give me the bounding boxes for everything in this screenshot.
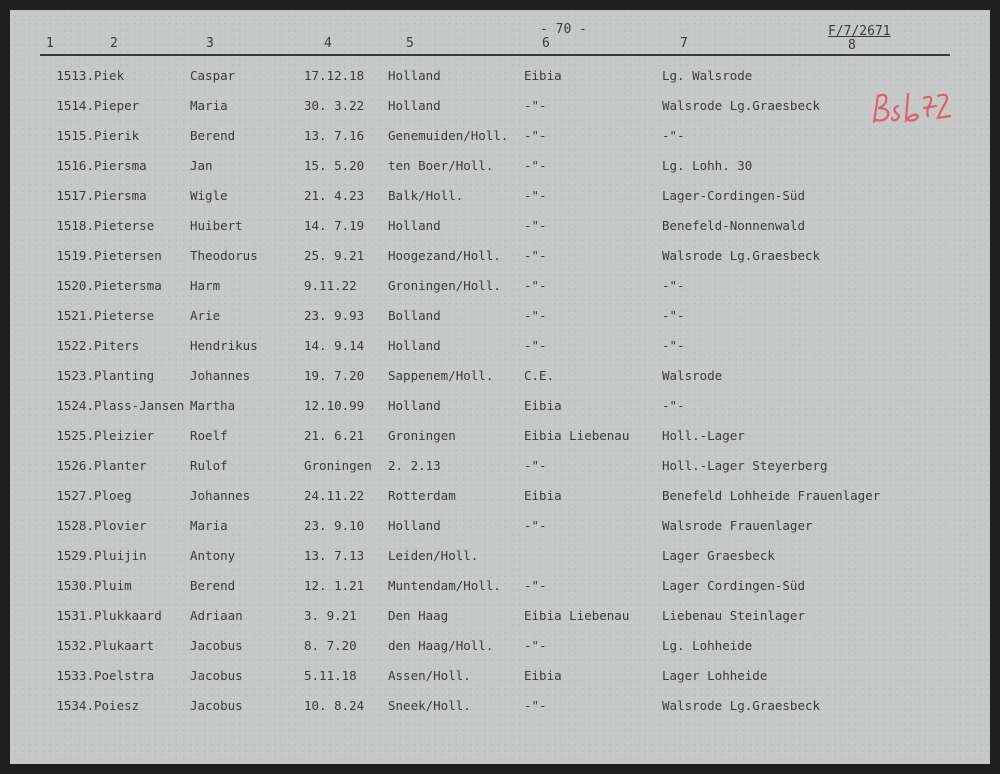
document-reference: F/7/2671 [828,24,891,39]
table-row [10,690,990,720]
first-name: Berend [190,128,236,143]
birth-place: Holland [388,338,441,353]
column-6-entry: -"- [524,698,547,713]
birth-date: 9.11.22 [304,278,357,293]
column-6-entry: Eibia [524,68,562,83]
birth-place: Leiden/Holl. [388,548,479,563]
first-name: Rulof [190,458,228,473]
table-row [10,180,990,210]
surname: Pluijin [94,548,147,563]
birth-date: 8. 7.20 [304,638,357,653]
birth-place: Sneek/Holl. [388,698,471,713]
surname: Pleizier [94,428,155,443]
entry-number: 1520. [56,278,94,293]
birth-place: ten Boer/Holl. [388,158,494,173]
column-6-entry: -"- [524,338,547,353]
birth-date: 14. 9.14 [304,338,365,353]
column-6-entry: Eibia Liebenau [524,428,630,443]
column-header-2: 2 [110,36,118,51]
first-name: Theodorus [190,248,258,263]
camp-location: Walsrode Frauenlager [662,518,813,533]
table-row [10,630,990,660]
surname: Poelstra [94,668,155,683]
table-row [10,510,990,540]
table-row [10,330,990,360]
entry-number: 1530. [56,578,94,593]
birth-date: 5.11.18 [304,668,357,683]
camp-location: Benefeld Lohheide Frauenlager [662,488,881,503]
entry-number: 1522. [56,338,94,353]
entry-number: 1527. [56,488,94,503]
first-name: Hendrikus [190,338,258,353]
camp-location: Walsrode Lg.Graesbeck [662,698,821,713]
birth-date: 23. 9.93 [304,308,365,323]
camp-location: Walsrode [662,368,723,383]
surname: Pietersen [94,248,162,263]
surname: Planter [94,458,147,473]
table-row [10,600,990,630]
birth-date: 3. 9.21 [304,608,357,623]
camp-location: -"- [662,278,685,293]
birth-place: Bolland [388,308,441,323]
column-6-entry: -"- [524,638,547,653]
column-6-entry: Eibia [524,488,562,503]
entry-number: 1531. [56,608,94,623]
entry-number: 1528. [56,518,94,533]
birth-date: 13. 7.13 [304,548,365,563]
first-name: Antony [190,548,236,563]
surname: Pieper [94,98,140,113]
column-header-7: 7 [680,36,688,51]
birth-place: Holland [388,68,441,83]
column-header-8: 8 [848,38,856,53]
first-name: Wigle [190,188,228,203]
column-6-entry: -"- [524,248,547,263]
camp-location: Lager-Cordingen-Süd [662,188,805,203]
entry-number: 1533. [56,668,94,683]
surname: Ploeg [94,488,132,503]
birth-date: 10. 8.24 [304,698,365,713]
first-name: Huibert [190,218,243,233]
first-name: Adriaan [190,608,243,623]
table-row [10,300,990,330]
entry-number: 1524. [56,398,94,413]
entry-number: 1529. [56,548,94,563]
birth-date: 13. 7.16 [304,128,365,143]
birth-date: 19. 7.20 [304,368,365,383]
birth-date: 17.12.18 [304,68,365,83]
birth-place: Hoogezand/Holl. [388,248,501,263]
birth-date: 21. 6.21 [304,428,365,443]
birth-place: Muntendam/Holl. [388,578,501,593]
birth-date: 21. 4.23 [304,188,365,203]
first-name: Jacobus [190,698,243,713]
first-name: Maria [190,518,228,533]
entry-number: 1532. [56,638,94,653]
entry-number: 1526. [56,458,94,473]
surname: Piersma [94,188,147,203]
first-name: Johannes [190,368,251,383]
surname: Pietersma [94,278,162,293]
birth-date: 24.11.22 [304,488,365,503]
birth-place: Groningen/Holl. [388,278,501,293]
birth-place: Assen/Holl. [388,668,471,683]
birth-date: 14. 7.19 [304,218,365,233]
camp-location: Lg. Lohheide [662,638,753,653]
first-name: Maria [190,98,228,113]
birth-place: Den Haag [388,608,449,623]
entry-number: 1525. [56,428,94,443]
column-6-entry: -"- [524,158,547,173]
birth-place: Holland [388,218,441,233]
table-row [10,360,990,390]
camp-location: Lager Lohheide [662,668,768,683]
header-rule [40,54,950,56]
birth-date: 12.10.99 [304,398,365,413]
table-row [10,210,990,240]
column-header-4: 4 [324,36,332,51]
column-6-entry: -"- [524,98,547,113]
camp-location: Walsrode Lg.Graesbeck [662,98,821,113]
camp-location: -"- [662,308,685,323]
surname: Plovier [94,518,147,533]
camp-location: Liebenau Steinlager [662,608,805,623]
table-row [10,660,990,690]
birth-place: Holland [388,398,441,413]
entry-number: 1513. [56,68,94,83]
table-row [10,240,990,270]
column-header-6: 6 [542,36,550,51]
camp-location: Walsrode Lg.Graesbeck [662,248,821,263]
birth-date: 23. 9.10 [304,518,365,533]
table-row [10,60,990,90]
column-header-1: 1 [46,36,54,51]
column-header-5: 5 [406,36,414,51]
surname: Plass-Jansen [94,398,185,413]
first-name: Jan [190,158,213,173]
table-row [10,570,990,600]
birth-place: Holland [388,98,441,113]
birth-date: 30. 3.22 [304,98,365,113]
table-row [10,390,990,420]
surname: Planting [94,368,155,383]
camp-location: Lager Graesbeck [662,548,775,563]
document-page [10,10,990,764]
column-6-entry: -"- [524,518,547,533]
column-6-entry: Eibia [524,668,562,683]
table-row [10,480,990,510]
surname: Piek [94,68,125,83]
first-name: Harm [190,278,221,293]
birth-place: Sappenem/Holl. [388,368,494,383]
camp-location: Lager Cordingen-Süd [662,578,805,593]
camp-location: Lg. Walsrode [662,68,753,83]
column-6-entry: -"- [524,128,547,143]
camp-location: Holl.-Lager [662,428,745,443]
entry-number: 1516. [56,158,94,173]
surname: Pierik [94,128,140,143]
table-row [10,450,990,480]
first-name: Jacobus [190,638,243,653]
column-header-3: 3 [206,36,214,51]
first-name: Johannes [190,488,251,503]
entry-number: 1518. [56,218,94,233]
entry-number: 1521. [56,308,94,323]
table-row [10,270,990,300]
birth-place: Groningen [388,428,456,443]
birth-date: Groningen [304,458,372,473]
birth-date: 15. 5.20 [304,158,365,173]
surname: Pluim [94,578,132,593]
table-row [10,90,990,120]
first-name: Arie [190,308,221,323]
birth-place: Genemuiden/Holl. [388,128,509,143]
first-name: Roelf [190,428,228,443]
birth-date: 12. 1.21 [304,578,365,593]
entry-number: 1515. [56,128,94,143]
table-row [10,540,990,570]
column-6-entry: Eibia Liebenau [524,608,630,623]
entry-number: 1517. [56,188,94,203]
birth-place: den Haag/Holl. [388,638,494,653]
surname: Pieterse [94,308,155,323]
column-6-entry: Eibia [524,398,562,413]
first-name: Berend [190,578,236,593]
camp-location: -"- [662,128,685,143]
camp-location: -"- [662,338,685,353]
column-6-entry: C.E. [524,368,555,383]
camp-location: Holl.-Lager Steyerberg [662,458,828,473]
camp-location: -"- [662,398,685,413]
birth-place: 2. 2.13 [388,458,441,473]
surname: Pieterse [94,218,155,233]
entry-number: 1514. [56,98,94,113]
column-6-entry: -"- [524,578,547,593]
entry-number: 1534. [56,698,94,713]
first-name: Martha [190,398,236,413]
camp-location: Benefeld-Nonnenwald [662,218,805,233]
first-name: Caspar [190,68,236,83]
surname: Poiesz [94,698,140,713]
birth-place: Rotterdam [388,488,456,503]
surname: Plukkaard [94,608,162,623]
entry-number: 1523. [56,368,94,383]
column-6-entry: -"- [524,218,547,233]
surname: Piters [94,338,140,353]
page-number: - 70 - [540,22,587,37]
surname: Plukaart [94,638,155,653]
entry-number: 1519. [56,248,94,263]
column-6-entry: -"- [524,458,547,473]
table-row [10,150,990,180]
column-6-entry: -"- [524,278,547,293]
table-row [10,420,990,450]
register-table [10,60,990,720]
column-6-entry: -"- [524,308,547,323]
birth-place: Balk/Holl. [388,188,464,203]
birth-date: 25. 9.21 [304,248,365,263]
camp-location: Lg. Lohh. 30 [662,158,753,173]
surname: Piersma [94,158,147,173]
first-name: Jacobus [190,668,243,683]
table-row [10,120,990,150]
birth-place: Holland [388,518,441,533]
column-6-entry: -"- [524,188,547,203]
